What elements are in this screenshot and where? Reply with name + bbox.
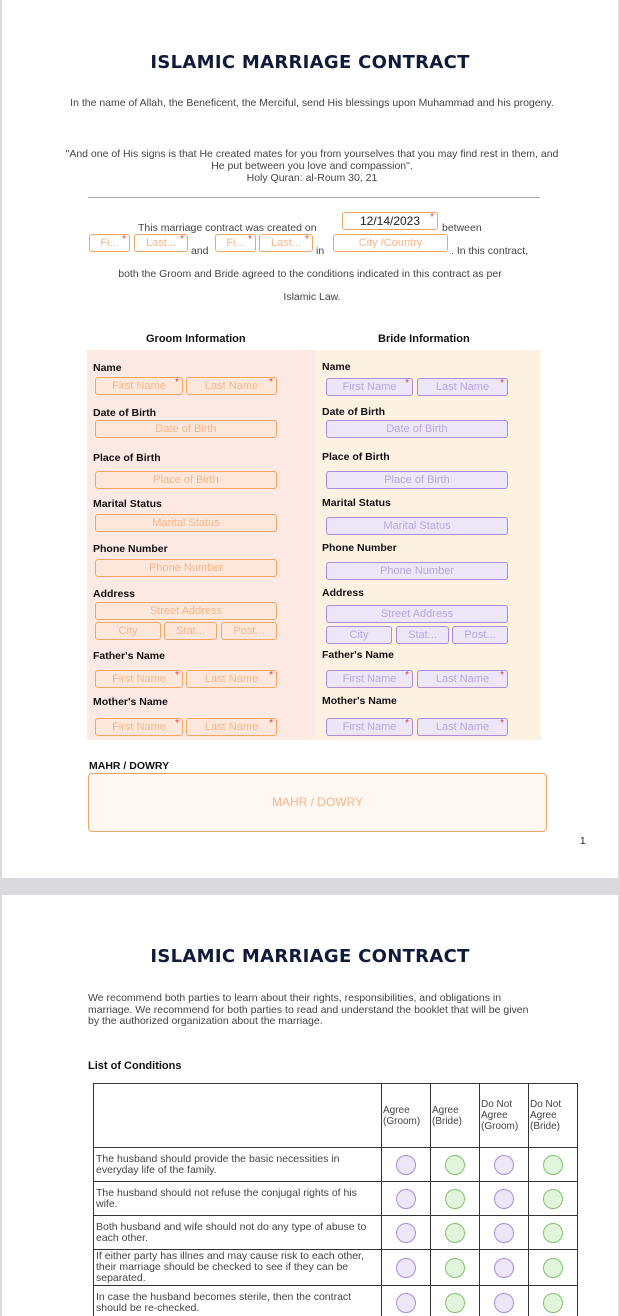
quote-source: Holy Quran: al-Roum 30, 21 bbox=[246, 172, 378, 184]
page-number: 1 bbox=[580, 836, 586, 847]
bride-last-name-field[interactable]: Last Name * bbox=[417, 378, 508, 396]
agree-bride-radio[interactable] bbox=[445, 1258, 465, 1278]
agree-groom-radio[interactable] bbox=[396, 1223, 416, 1243]
bride-marital-field[interactable]: Marital Status bbox=[326, 517, 508, 535]
and-text: and bbox=[191, 245, 209, 257]
bride-name-label: Name bbox=[322, 361, 351, 373]
bride-father-first-field[interactable]: First Name * bbox=[326, 670, 413, 688]
conditions-header-blank bbox=[94, 1084, 382, 1148]
table-row bbox=[94, 1216, 578, 1250]
agree-bride-radio[interactable] bbox=[445, 1155, 465, 1175]
page2-intro: We recommend both parties to learn about their rights, responsibilities, and obligations in marriage. We recommend for both parties to read and understand the booklet that will be given by the authorized organization about the marriage. bbox=[88, 992, 529, 1027]
groom-dob-field[interactable]: Date of Birth bbox=[95, 420, 277, 438]
table-row bbox=[94, 1250, 578, 1286]
groom-name-label: Name bbox=[93, 362, 122, 374]
header-agree-bride: Agree (Bride) bbox=[431, 1084, 480, 1148]
bride-phone-label: Phone Number bbox=[322, 542, 397, 554]
bride-state-field[interactable]: Stat... bbox=[396, 626, 449, 644]
groom-state-field[interactable]: Stat... bbox=[164, 622, 217, 640]
condition-text: The husband should provide the basic necessities in everyday life of the family. bbox=[94, 1148, 382, 1182]
bride-street-field[interactable]: Street Address bbox=[326, 605, 508, 623]
groom-phone-label: Phone Number bbox=[93, 543, 168, 555]
agree-bride-radio[interactable] bbox=[445, 1293, 465, 1313]
bride-father-label: Father's Name bbox=[322, 649, 394, 661]
groom-postal-field[interactable]: Post... bbox=[221, 622, 277, 640]
contract-date-field[interactable]: 12/14/2023 * bbox=[342, 212, 438, 230]
groom-first-name-field[interactable]: First Name * bbox=[95, 377, 183, 395]
bride-marital-label: Marital Status bbox=[322, 497, 391, 509]
table-row bbox=[94, 1286, 578, 1316]
in-this-contract-text: . In this contract, bbox=[451, 245, 529, 257]
bride-last-name-inline[interactable]: Last... * bbox=[259, 234, 313, 252]
disagree-groom-radio[interactable] bbox=[494, 1155, 514, 1175]
contract-page-2 bbox=[2, 895, 618, 1316]
bride-father-last-field[interactable]: Last Name * bbox=[417, 670, 508, 688]
disagree-bride-radio[interactable] bbox=[543, 1189, 563, 1209]
created-on-text: This marriage contract was created on bbox=[138, 222, 317, 234]
groom-marital-field[interactable]: Marital Status bbox=[95, 514, 277, 532]
agree-bride-radio[interactable] bbox=[445, 1223, 465, 1243]
agreement-text-line2: both the Groom and Bride agreed to the conditions indicated in this contract as per bbox=[118, 268, 502, 280]
disagree-groom-radio[interactable] bbox=[494, 1258, 514, 1278]
groom-info-heading: Groom Information bbox=[146, 333, 246, 345]
in-text: in bbox=[316, 245, 325, 257]
page2-title: ISLAMIC MARRIAGE CONTRACT bbox=[150, 946, 470, 967]
groom-dob-label: Date of Birth bbox=[93, 407, 156, 419]
bride-mother-last-field[interactable]: Last Name * bbox=[417, 718, 508, 736]
groom-mother-last-field[interactable]: Last Name * bbox=[186, 718, 277, 736]
groom-mother-first-field[interactable]: First Name * bbox=[95, 718, 183, 736]
mahr-label: MAHR / DOWRY bbox=[89, 760, 170, 772]
condition-text: In case the husband becomes sterile, then the contract should be re-checked. bbox=[94, 1286, 382, 1316]
bride-mother-label: Mother's Name bbox=[322, 695, 397, 707]
bride-dob-label: Date of Birth bbox=[322, 406, 385, 418]
header-disagree-bride: Do Not Agree (Bride) bbox=[529, 1084, 578, 1148]
groom-father-last-field[interactable]: Last Name * bbox=[186, 670, 277, 688]
bride-dob-field[interactable]: Date of Birth bbox=[326, 420, 508, 438]
groom-pob-label: Place of Birth bbox=[93, 452, 161, 464]
agree-groom-radio[interactable] bbox=[396, 1293, 416, 1313]
divider bbox=[88, 197, 540, 198]
groom-marital-label: Marital Status bbox=[93, 498, 162, 510]
groom-last-name-field[interactable]: Last Name * bbox=[186, 377, 277, 395]
condition-text: Both husband and wife should not do any type of abuse to each other. bbox=[94, 1216, 382, 1250]
conditions-title: List of Conditions bbox=[88, 1060, 182, 1072]
bride-mother-first-field[interactable]: First Name * bbox=[326, 718, 413, 736]
bride-address-label: Address bbox=[322, 587, 365, 599]
quote-text: "And one of His signs is that He created mates for you from yourselves that you may find rest in them, and He put between you love and compassion". bbox=[65, 148, 559, 172]
bride-pob-label: Place of Birth bbox=[322, 451, 390, 463]
disagree-groom-radio[interactable] bbox=[494, 1189, 514, 1209]
bride-postal-field[interactable]: Post... bbox=[452, 626, 508, 644]
condition-text: The husband should not refuse the conjugal rights of his wife. bbox=[94, 1182, 382, 1216]
groom-city-field[interactable]: City bbox=[95, 622, 161, 640]
groom-street-field[interactable]: Street Address bbox=[95, 602, 277, 620]
conditions-header-row bbox=[94, 1084, 578, 1148]
header-disagree-groom: Do Not Agree (Groom) bbox=[480, 1084, 529, 1148]
groom-father-first-field[interactable]: First Name * bbox=[95, 670, 183, 688]
condition-text: If either party has illnes and may cause risk to each other, their marriage should be checked to see if they can be separated. bbox=[94, 1250, 382, 1286]
agree-groom-radio[interactable] bbox=[396, 1189, 416, 1209]
bride-pob-field[interactable]: Place of Birth bbox=[326, 471, 508, 489]
table-row bbox=[94, 1148, 578, 1182]
agreement-text-line3: Islamic Law. bbox=[283, 291, 341, 303]
mahr-field[interactable]: MAHR / DOWRY bbox=[88, 773, 547, 832]
agree-groom-radio[interactable] bbox=[396, 1258, 416, 1278]
bride-first-name-field[interactable]: First Name * bbox=[326, 378, 413, 396]
header-agree-groom: Agree (Groom) bbox=[382, 1084, 431, 1148]
contract-page-1 bbox=[2, 0, 618, 878]
conditions-table bbox=[93, 1083, 578, 1316]
agree-groom-radio[interactable] bbox=[396, 1155, 416, 1175]
groom-phone-field[interactable]: Phone Number bbox=[95, 559, 277, 577]
disagree-bride-radio[interactable] bbox=[543, 1293, 563, 1313]
bride-phone-field[interactable]: Phone Number bbox=[326, 562, 508, 580]
bride-first-name-inline[interactable]: Fi... * bbox=[215, 234, 256, 252]
page-title: ISLAMIC MARRIAGE CONTRACT bbox=[150, 52, 470, 73]
groom-last-name-inline[interactable]: Last... * bbox=[134, 234, 188, 252]
disagree-bride-radio[interactable] bbox=[543, 1155, 563, 1175]
groom-father-label: Father's Name bbox=[93, 650, 165, 662]
disagree-groom-radio[interactable] bbox=[494, 1223, 514, 1243]
groom-pob-field[interactable]: Place of Birth bbox=[95, 471, 277, 489]
disagree-bride-radio[interactable] bbox=[543, 1258, 563, 1278]
bride-city-field[interactable]: City bbox=[326, 626, 392, 644]
table-row bbox=[94, 1182, 578, 1216]
disagree-bride-radio[interactable] bbox=[543, 1223, 563, 1243]
groom-first-name-inline[interactable]: Fi... * bbox=[89, 234, 130, 252]
city-country-field[interactable]: City /Country bbox=[333, 234, 448, 252]
invocation-text: In the name of Allah, the Beneficent, the Merciful, send His blessings upon Muhammad and his progeny. bbox=[70, 97, 554, 109]
between-text: between bbox=[442, 222, 482, 234]
groom-address-label: Address bbox=[93, 588, 136, 600]
bride-info-heading: Bride Information bbox=[378, 333, 470, 345]
agree-bride-radio[interactable] bbox=[445, 1189, 465, 1209]
disagree-groom-radio[interactable] bbox=[494, 1293, 514, 1313]
groom-mother-label: Mother's Name bbox=[93, 696, 168, 708]
quran-quote bbox=[62, 148, 562, 184]
